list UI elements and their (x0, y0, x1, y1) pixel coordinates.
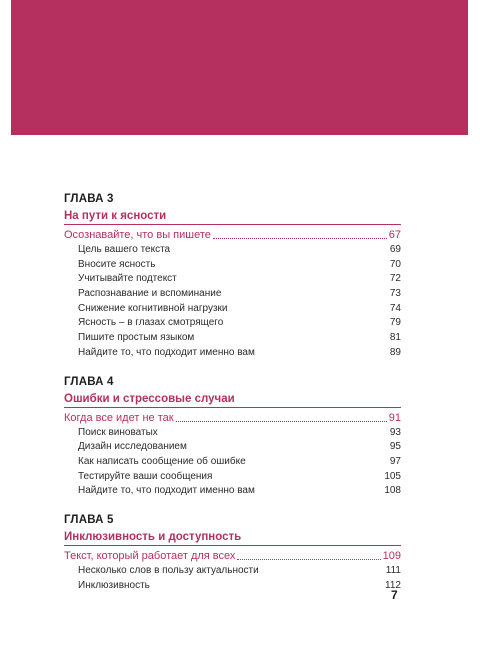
section-entry[interactable] (64, 545, 401, 564)
toc-item[interactable] (78, 302, 401, 317)
header-banner (11, 0, 468, 135)
item-page: 93 (389, 426, 401, 438)
item-title: Инклюзивность (78, 579, 150, 591)
item-page: 70 (389, 258, 401, 270)
item-title: Найдите то, что подходит именно вам (78, 485, 255, 497)
item-page: 89 (389, 346, 401, 358)
item-title: Найдите то, что подходит именно вам (78, 346, 255, 358)
dot-leader (237, 559, 380, 560)
item-page: 95 (389, 441, 401, 453)
toc-item[interactable] (78, 579, 401, 594)
section-entry[interactable] (64, 407, 401, 426)
item-page: 105 (384, 470, 401, 482)
item-page: 97 (389, 455, 401, 467)
section-title: Текст, который работает для всех (64, 549, 236, 562)
item-page: 81 (389, 332, 401, 344)
item-page: 72 (389, 273, 401, 285)
toc-item[interactable] (78, 455, 401, 470)
item-page: 112 (385, 579, 401, 591)
table-of-contents (64, 189, 401, 607)
toc-item[interactable] (78, 272, 401, 287)
item-title: Пишите простым языком (78, 332, 195, 344)
item-title: Вносите ясность (78, 258, 156, 270)
toc-item[interactable] (78, 243, 401, 258)
item-title: Как написать сообщение об ошибке (78, 455, 246, 467)
toc-item[interactable] (78, 426, 401, 441)
chapter-3 (64, 192, 401, 361)
section-page: 109 (382, 549, 401, 562)
toc-item[interactable] (78, 484, 401, 499)
chapter-title: На пути к ясности (64, 210, 167, 222)
dot-leader (213, 238, 387, 239)
item-title: Тестируйте ваши сообщения (78, 470, 213, 482)
toc-item[interactable] (78, 258, 401, 273)
chapter-title: Инклюзивность и доступность (64, 530, 242, 543)
item-page: 69 (389, 244, 401, 255)
item-page: 108 (384, 485, 401, 497)
chapter-label: ГЛАВА 4 (64, 375, 114, 388)
toc-item[interactable] (78, 440, 401, 455)
chapter-4 (64, 375, 401, 499)
chapter-5 (64, 513, 401, 593)
section-title: Когда все идет не так (64, 411, 174, 424)
item-title: Несколько слов в пользу актуальности (78, 564, 259, 576)
chapter-title: Ошибки и стрессовые случаи (64, 392, 235, 405)
item-page: 74 (389, 302, 401, 314)
section-page: 67 (388, 229, 401, 241)
toc-item[interactable] (78, 331, 401, 346)
item-title: Учитывайте подтекст (78, 273, 177, 285)
section-entry[interactable] (64, 224, 401, 243)
item-page: 73 (389, 288, 401, 300)
item-page: 79 (389, 317, 401, 329)
toc-item[interactable] (78, 287, 401, 302)
item-title: Снижение когнитивной нагрузки (78, 302, 228, 314)
section-page: 91 (388, 411, 401, 424)
page-number: 7 (391, 588, 398, 602)
item-page: 111 (385, 564, 401, 576)
item-title: Распознавание и вспоминание (78, 288, 222, 300)
chapter-label: ГЛАВА 5 (64, 513, 114, 526)
item-title: Дизайн исследованием (78, 441, 187, 453)
toc-item[interactable] (78, 316, 401, 331)
item-title: Поиск виноватых (78, 426, 158, 438)
toc-item[interactable] (78, 470, 401, 485)
item-title: Цель вашего текста (78, 244, 171, 255)
item-title: Ясность – в глазах смотрящего (78, 317, 224, 329)
toc-item[interactable] (78, 346, 401, 361)
dot-leader (176, 421, 387, 422)
toc-item[interactable] (78, 564, 401, 579)
chapter-label: ГЛАВА 3 (64, 193, 114, 205)
section-title: Осознавайте, что вы пишете (64, 229, 211, 241)
